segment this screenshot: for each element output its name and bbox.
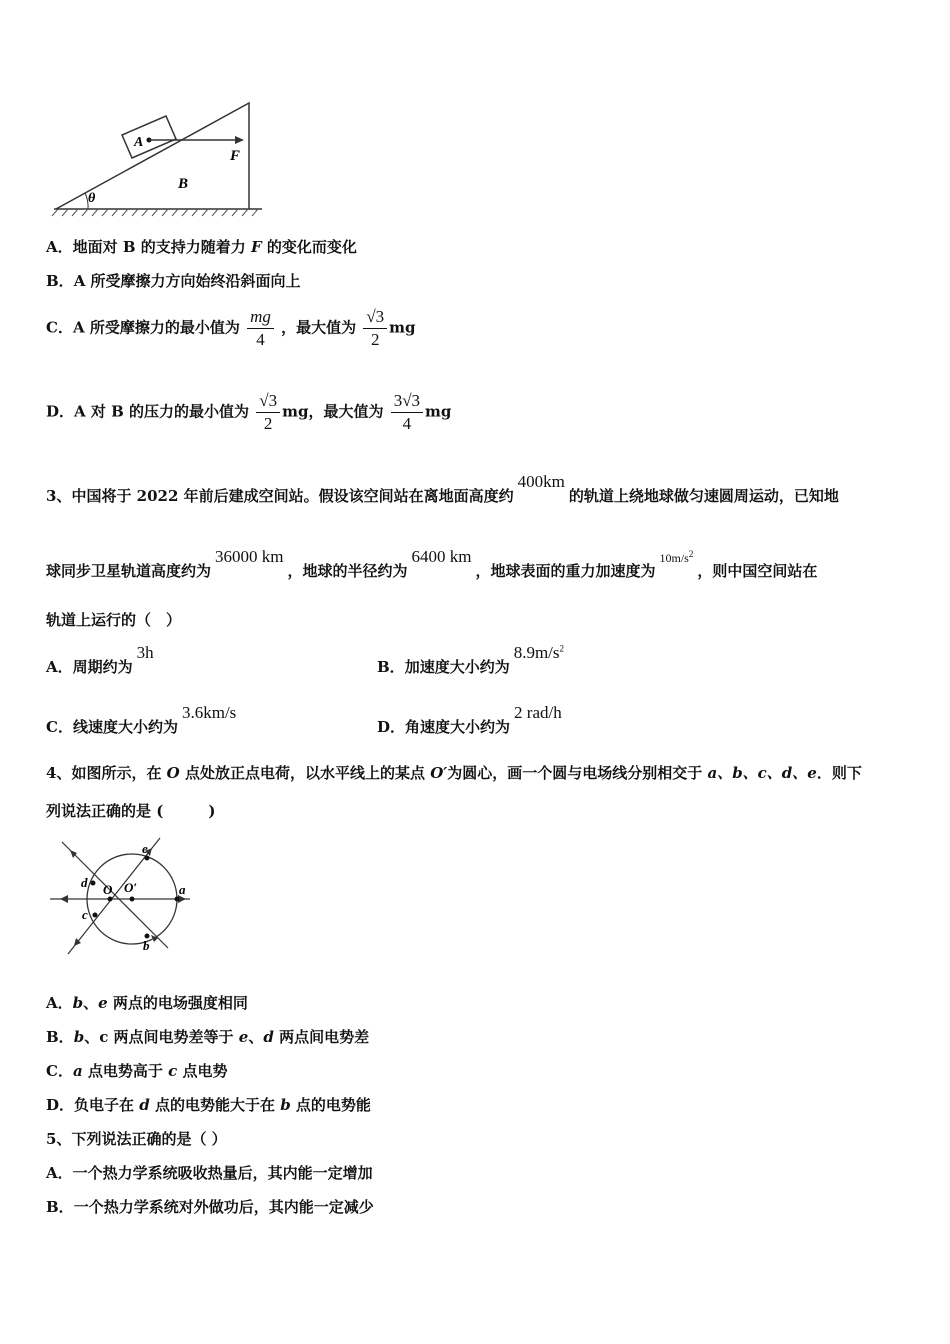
option-letter: C． xyxy=(46,318,73,337)
stem-text: 球同步卫星轨道高度约为 xyxy=(46,562,212,580)
q4-option-d xyxy=(46,1094,371,1115)
option-var: e xyxy=(238,1028,249,1046)
force-label: F xyxy=(230,148,241,164)
fraction-mg-over-4 xyxy=(247,306,274,351)
option-letter: A． xyxy=(46,238,73,256)
frac-den: 4 xyxy=(256,330,265,349)
option-letter: D． xyxy=(377,718,406,736)
q4-option-a xyxy=(46,992,248,1013)
question-number: 3、 xyxy=(46,487,72,505)
stem-text: ，则中国空间站在 xyxy=(697,562,818,580)
option-var: b xyxy=(72,994,84,1012)
label-e: e xyxy=(142,841,148,856)
fraction-sqrt3-over-2 xyxy=(363,306,387,351)
option-value: 2 rad/h xyxy=(514,703,562,722)
radius-value: 6400 km xyxy=(411,547,472,566)
stem-text: ，地球的半径约为 xyxy=(287,562,408,580)
fraction-sqrt3-over-2 xyxy=(256,390,280,435)
option-text: 点的电势能 xyxy=(290,1096,371,1114)
q3-option-c xyxy=(46,703,240,737)
option-letter: D． xyxy=(46,402,75,421)
option-text: 地面对 B 的支持力随着力 xyxy=(72,238,251,256)
fraction-3sqrt3-over-4 xyxy=(391,390,423,435)
stem-text: 下列说法正确的是（ ） xyxy=(71,1130,227,1148)
option-letter: B． xyxy=(46,1028,74,1046)
option-text: 点电势 xyxy=(177,1062,228,1080)
incline-label: B xyxy=(178,176,189,192)
option-text: 周期约为 xyxy=(72,658,133,676)
stem-text: 如图所示，在 xyxy=(71,764,167,782)
option-var: a xyxy=(72,1062,83,1080)
sync-height-value: 36000 km xyxy=(215,547,284,566)
frac-num: 3√3 xyxy=(391,390,423,413)
option-var: b xyxy=(280,1096,291,1114)
stem-text: 轨道上运行的（ ） xyxy=(46,611,182,629)
stem-text: 为圆心，画一个圆与电场线分别相交于 xyxy=(447,764,708,782)
q5-option-b xyxy=(46,1196,374,1217)
q4-stem-line2 xyxy=(46,800,215,821)
option-letter: C． xyxy=(46,1062,73,1080)
stem-text: 的轨道上绕地球做匀速圆周运动，已知地 xyxy=(568,487,839,505)
option-letter: A． xyxy=(46,658,73,676)
option-var: b xyxy=(73,1028,85,1046)
stem-text: 列说法正确的是 ( ) xyxy=(46,802,216,820)
option-text: mg，最大值为 xyxy=(282,402,384,421)
option-text: 两点的电场强度相同 xyxy=(107,994,248,1012)
label-a: a xyxy=(179,882,186,897)
exponent: 2 xyxy=(559,643,565,654)
option-letter: B． xyxy=(46,272,74,290)
option-text: 角速度大小约为 xyxy=(405,718,511,736)
option-var: e xyxy=(98,994,108,1012)
intersection-points: a、b、c、d、e xyxy=(707,764,817,782)
q2-option-b xyxy=(46,270,301,291)
height-value: 400km xyxy=(517,472,565,491)
q3-stem-line3 xyxy=(46,609,181,630)
option-text: 负电子在 xyxy=(74,1096,140,1114)
option-letter: D． xyxy=(46,1096,75,1114)
q3-stem-line2 xyxy=(46,547,818,581)
stem-text: ．则下 xyxy=(816,764,862,782)
label-b: b xyxy=(143,938,150,953)
question-number: 5、 xyxy=(46,1130,72,1148)
option-text: 加速度大小约为 xyxy=(404,658,510,676)
label-o-prime: O′ xyxy=(124,880,138,895)
q2-option-c xyxy=(46,306,416,351)
option-value xyxy=(514,643,564,662)
point-o-prime: O′ xyxy=(430,764,448,782)
incline-figure xyxy=(46,95,271,220)
option-var: d xyxy=(139,1096,150,1114)
option-letter: A． xyxy=(46,1164,73,1182)
q5-option-a xyxy=(46,1162,373,1183)
frac-den: 4 xyxy=(402,414,412,433)
option-var: d xyxy=(263,1028,274,1046)
question-number: 4、 xyxy=(46,764,72,782)
option-text: A 对 B 的压力的最小值为 xyxy=(74,402,249,421)
label-d: d xyxy=(81,875,88,890)
option-text: mg xyxy=(389,318,416,337)
option-letter: B． xyxy=(377,658,405,676)
label-o: O xyxy=(103,882,113,897)
option-text: 线速度大小约为 xyxy=(72,718,178,736)
frac-num: √3 xyxy=(256,390,280,413)
frac-den: 2 xyxy=(263,414,273,433)
option-text: A 所受摩擦力的最小值为 xyxy=(72,318,240,337)
option-letter: A． xyxy=(46,994,73,1012)
q3-stem-line1 xyxy=(46,472,839,506)
q3-option-d xyxy=(377,703,566,737)
q4-option-b xyxy=(46,1026,369,1047)
stem-text: ，地球表面的重力加速度为 xyxy=(475,562,656,580)
q5-stem xyxy=(46,1128,227,1149)
block-label: A xyxy=(134,135,144,150)
stem-text: 点处放正点电荷，以水平线上的某点 xyxy=(179,764,431,782)
option-text: 一个热力学系统对外做功后，其内能一定减少 xyxy=(73,1198,374,1216)
stem-text: 中国将于 2022 年前后建成空间站。假设该空间站在离地面高度约 xyxy=(71,487,514,505)
label-c: c xyxy=(82,907,88,922)
q3-option-b xyxy=(377,643,568,677)
option-text: 点电势高于 xyxy=(82,1062,169,1080)
gravity-value xyxy=(660,551,694,565)
option-text: 、 xyxy=(248,1028,264,1046)
option-text: 点的电势能大于在 xyxy=(149,1096,281,1114)
option-letter: C． xyxy=(46,718,73,736)
q4-option-c xyxy=(46,1060,228,1081)
option-text: 、 xyxy=(83,994,99,1012)
option-text: ，最大值为 xyxy=(281,318,357,337)
option-text: 一个热力学系统吸收热量后，其内能一定增加 xyxy=(72,1164,373,1182)
option-value: 3.6km/s xyxy=(181,703,237,722)
value-text: 8.9m/s xyxy=(513,643,560,662)
point-o: O xyxy=(166,764,180,782)
exponent: 2 xyxy=(688,549,694,559)
q4-stem-line1 xyxy=(46,762,862,783)
option-text: 、c 两点间电势差等于 xyxy=(84,1028,239,1046)
frac-num: √3 xyxy=(363,306,387,329)
option-text: 的变化而变化 xyxy=(261,238,357,256)
option-text: 两点间电势差 xyxy=(273,1028,370,1046)
q2-option-a xyxy=(46,236,357,257)
option-value: 3h xyxy=(136,643,154,662)
frac-den: 2 xyxy=(371,330,380,349)
angle-label: θ xyxy=(88,191,96,206)
option-var: F xyxy=(251,238,262,256)
q3-option-a xyxy=(46,643,158,677)
field-lines-figure xyxy=(46,830,196,958)
gravity-text: 10m/s xyxy=(659,551,689,565)
option-var: c xyxy=(168,1062,178,1080)
option-text: A 所受摩擦力方向始终沿斜面向上 xyxy=(73,272,301,290)
frac-num: mg xyxy=(247,306,274,329)
option-letter: B． xyxy=(46,1198,74,1216)
option-text: mg xyxy=(425,402,452,421)
q2-option-d xyxy=(46,390,451,435)
